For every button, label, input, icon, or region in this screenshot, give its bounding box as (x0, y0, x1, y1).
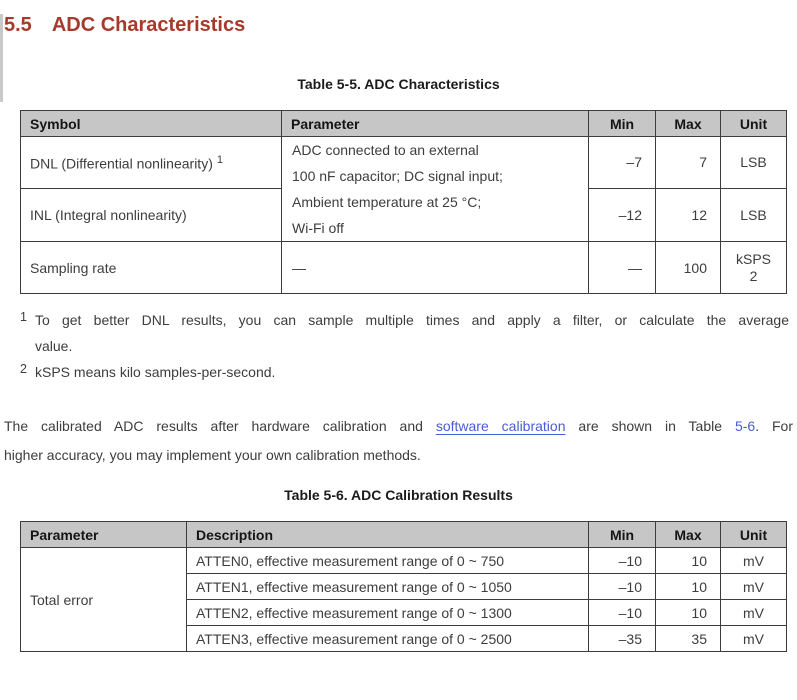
max-cell: 10 (656, 600, 721, 626)
footnote-text: To get better DNL results, you can sample multiple times and apply a filter, or calculate the average (35, 312, 789, 328)
table-row-atten0 (21, 548, 787, 574)
parameter-cell: Total error (21, 548, 187, 652)
parameter-line: Wi-Fi off (292, 220, 344, 236)
body-paragraph (4, 412, 793, 470)
paragraph-line (4, 412, 793, 441)
footnote-ref-1: 1 (216, 153, 223, 166)
parameter-cell (282, 137, 589, 242)
max-cell: 100 (656, 242, 721, 294)
table-5-5-caption: Table 5-5. ADC Characteristics (297, 76, 500, 92)
min-cell: –10 (589, 548, 656, 574)
table-row-dnl (21, 137, 787, 189)
parameter-line: 100 nF capacitor; DC signal input; (292, 168, 503, 184)
paragraph-text: . For (755, 418, 794, 434)
footnotes (20, 307, 789, 385)
column-header-min: Min (589, 522, 656, 548)
footnote-marker: 2 (20, 362, 27, 376)
unit-cell: mV (721, 600, 787, 626)
table-row-sampling-rate (21, 242, 787, 294)
footnote-1 (20, 307, 789, 359)
unit-cell: mV (721, 548, 787, 574)
paragraph-text: are shown in Table (565, 418, 735, 434)
footnote-2 (20, 359, 789, 385)
parameter-cell: — (282, 242, 589, 294)
column-header-max: Max (656, 522, 721, 548)
min-cell: –10 (589, 574, 656, 600)
footnote-marker: 1 (20, 310, 27, 324)
footnote-text: value. (35, 338, 73, 354)
unit-cell: LSB (721, 137, 787, 189)
max-cell: 12 (656, 188, 721, 241)
unit-cell: LSB (721, 188, 787, 241)
column-header-parameter: Parameter (282, 111, 589, 137)
adc-characteristics-table (20, 110, 787, 294)
footnote-text: kSPS means kilo samples-per-second. (35, 364, 276, 380)
table-5-6-ref-link[interactable]: 5-6 (734, 418, 756, 434)
paragraph-text: The calibrated ADC results after hardware calibration and (4, 418, 436, 434)
section-title: ADC Characteristics (51, 14, 246, 36)
max-cell: 10 (656, 548, 721, 574)
symbol-cell (21, 137, 282, 189)
symbol-cell: INL (Integral nonlinearity) (21, 188, 282, 241)
column-header-description: Description (187, 522, 589, 548)
parameter-line: Ambient temperature at 25 °C; (292, 194, 482, 210)
max-cell: 7 (656, 137, 721, 189)
description-cell: ATTEN3, effective measurement range of 0 ~ 2500 (187, 626, 589, 652)
section-heading (4, 14, 797, 37)
table-5-6-caption: Table 5-6. ADC Calibration Results (284, 487, 513, 503)
section-number: 5.5 (4, 14, 32, 36)
symbol-cell: Sampling rate (21, 242, 282, 294)
page-edge-artifact (0, 14, 3, 102)
min-cell: –35 (589, 626, 656, 652)
min-cell: –10 (589, 600, 656, 626)
unit-cell: mV (721, 574, 787, 600)
footnote-ref-2: 2 (749, 267, 758, 284)
max-cell: 35 (656, 626, 721, 652)
adc-calibration-results-table (20, 521, 787, 652)
unit-text: kSPS (735, 250, 771, 267)
paragraph-line: higher accuracy, you may implement your own calibration methods. (4, 447, 421, 463)
min-cell: –12 (589, 188, 656, 241)
unit-cell: mV (721, 626, 787, 652)
max-cell: 10 (656, 574, 721, 600)
table-header-row (21, 111, 787, 137)
column-header-parameter: Parameter (21, 522, 187, 548)
software-calibration-link[interactable]: software calibration (435, 418, 566, 434)
column-header-unit: Unit (721, 522, 787, 548)
unit-cell (721, 242, 787, 294)
description-cell: ATTEN0, effective measurement range of 0 ~ 750 (187, 548, 589, 574)
column-header-min: Min (589, 111, 656, 137)
column-header-symbol: Symbol (21, 111, 282, 137)
min-cell: — (589, 242, 656, 294)
parameter-line: ADC connected to an external (292, 142, 479, 158)
column-header-max: Max (656, 111, 721, 137)
description-cell: ATTEN1, effective measurement range of 0 ~ 1050 (187, 574, 589, 600)
description-cell: ATTEN2, effective measurement range of 0 ~ 1300 (187, 600, 589, 626)
symbol-text: DNL (Differential nonlinearity) (30, 155, 213, 172)
min-cell: –7 (589, 137, 656, 189)
table-header-row (21, 522, 787, 548)
column-header-unit: Unit (721, 111, 787, 137)
